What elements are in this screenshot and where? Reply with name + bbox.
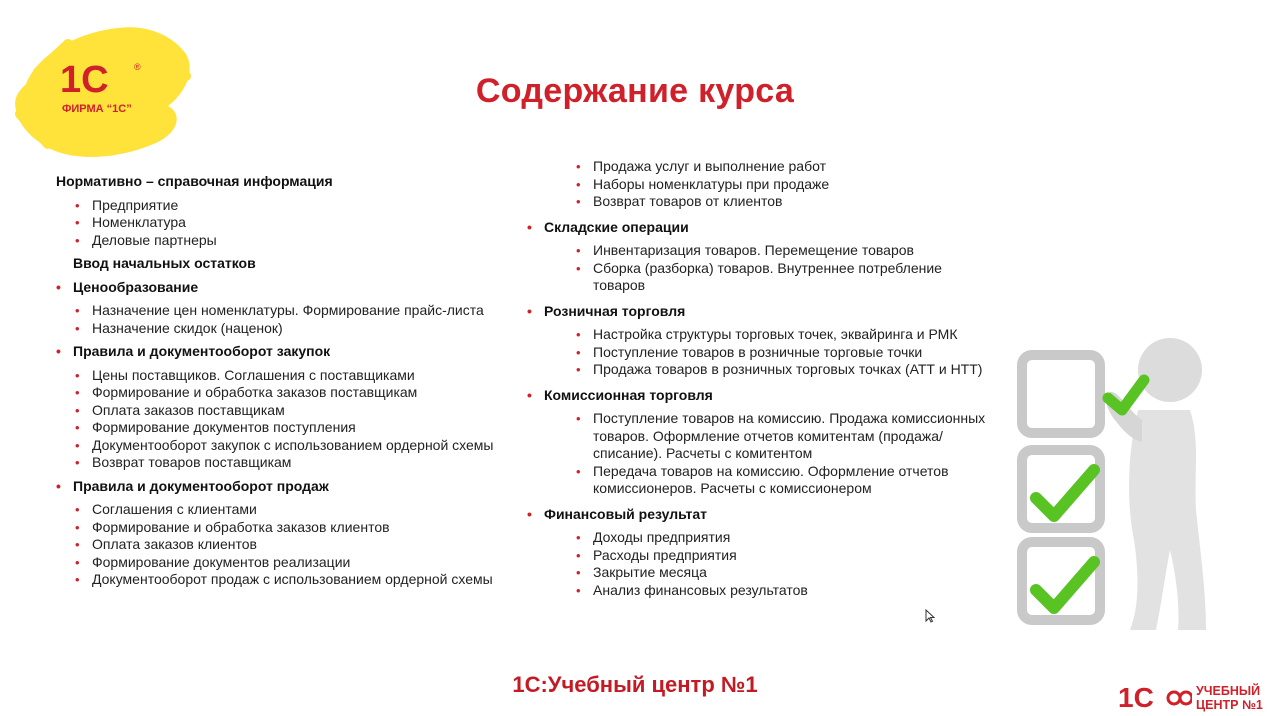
- section-heading: Нормативно – справочная информация: [56, 173, 333, 189]
- topic-list: [56, 197, 516, 250]
- topic-item: • Продажа услуг и выполнение работ: [593, 158, 987, 176]
- topic-item: • Анализ финансовых результатов: [593, 582, 987, 600]
- topic-item: • Назначение скидок (наценок): [92, 320, 516, 338]
- topic-list: [56, 501, 516, 589]
- brand-line2: ЦЕНТР №1: [1196, 698, 1263, 712]
- topic-list: [527, 242, 987, 295]
- topic-item: • Номенклатура: [92, 214, 516, 232]
- training-center-logo: [1118, 682, 1192, 712]
- topic-item: • Закрытие месяца: [593, 564, 987, 582]
- topic-item: • Соглашения с клиентами: [92, 501, 516, 519]
- topic-item: • Продажа товаров в розничных торговых точках (АТТ и НТТ): [593, 361, 987, 379]
- section-heading: • Правила и документооборот закупок: [56, 343, 516, 361]
- topic-item: • Формирование документов поступления: [92, 419, 516, 437]
- section-heading: • Розничная торговля: [527, 303, 987, 321]
- topic-item: • Формирование и обработка заказов поставщикам: [92, 384, 516, 402]
- check-icon: [1036, 562, 1094, 608]
- left-column: [56, 173, 516, 595]
- section-heading: • Правила и документооборот продаж: [56, 478, 516, 496]
- topic-item: • Наборы номенклатуры при продаже: [593, 176, 987, 194]
- logo-registered: ®: [134, 62, 141, 72]
- topic-item: • Деловые партнеры: [92, 232, 516, 250]
- topic-item: • Настройка структуры торговых точек, эквайринга и РМК: [593, 326, 987, 344]
- topic-item: • Инвентаризация товаров. Перемещение товаров: [593, 242, 987, 260]
- section-heading: • Ценообразование: [56, 279, 516, 297]
- figure-person: [1106, 338, 1206, 630]
- topic-item: • Формирование и обработка заказов клиентов: [92, 519, 516, 537]
- logo-mark: 1С: [60, 59, 109, 101]
- topic-list: [527, 158, 987, 211]
- topic-item: • Предприятие: [92, 197, 516, 215]
- section-heading: Ввод начальных остатков: [73, 255, 256, 271]
- topic-item: • Оплата заказов поставщикам: [92, 402, 516, 420]
- right-column: [527, 158, 987, 605]
- topic-item: • Возврат товаров поставщикам: [92, 454, 516, 472]
- brand-line1: УЧЕБНЫЙ: [1196, 684, 1261, 698]
- topic-item: • Формирование документов реализации: [92, 554, 516, 572]
- topic-list: [56, 302, 516, 337]
- topic-item: • Расходы предприятия: [593, 547, 987, 565]
- page-title: Содержание курса: [475, 72, 795, 110]
- logo-firm: ФИРМА “1С”: [62, 103, 132, 115]
- topic-list: [56, 367, 516, 472]
- topic-item: • Поступление товаров в розничные торговые точки: [593, 344, 987, 362]
- checkbox-stack: [1022, 355, 1100, 620]
- brand-text: [1196, 684, 1263, 712]
- brand-mark: 1С: [1118, 682, 1154, 712]
- footer-title: 1С:Учебный центр №1: [512, 672, 758, 697]
- section-heading: • Складские операции: [527, 219, 987, 237]
- topic-item: • Поступление товаров на комиссию. Продажа комиссионных товаров. Оформление отчетов комитентам (продажа/списание). Расчеты с комитентом: [593, 410, 987, 463]
- topic-item: • Документооборот продаж с использованием ордерной схемы: [92, 571, 516, 589]
- topic-list: [527, 326, 987, 379]
- topic-item: • Сборка (разборка) товаров. Внутреннее потребление товаров: [593, 260, 987, 295]
- topic-item: • Передача товаров на комиссию. Оформление отчетов комиссионеров. Расчеты с комиссионером: [593, 463, 987, 498]
- topic-list: [527, 529, 987, 599]
- topic-item: • Возврат товаров от клиентов: [593, 193, 987, 211]
- topic-list: [527, 410, 987, 498]
- topic-item: • Документооборот закупок с использованием ордерной схемы: [92, 437, 516, 455]
- check-icon: [1036, 470, 1094, 516]
- topic-item: • Цены поставщиков. Соглашения с поставщиками: [92, 367, 516, 385]
- topic-item: • Доходы предприятия: [593, 529, 987, 547]
- mouse-cursor-icon: [925, 609, 935, 623]
- section-heading: • Финансовый результат: [527, 506, 987, 524]
- section-heading: • Комиссионная торговля: [527, 387, 987, 405]
- topic-item: • Назначение цен номенклатуры. Формирование прайс-листа: [92, 302, 516, 320]
- topic-item: • Оплата заказов клиентов: [92, 536, 516, 554]
- checklist-illustration: [1010, 330, 1230, 640]
